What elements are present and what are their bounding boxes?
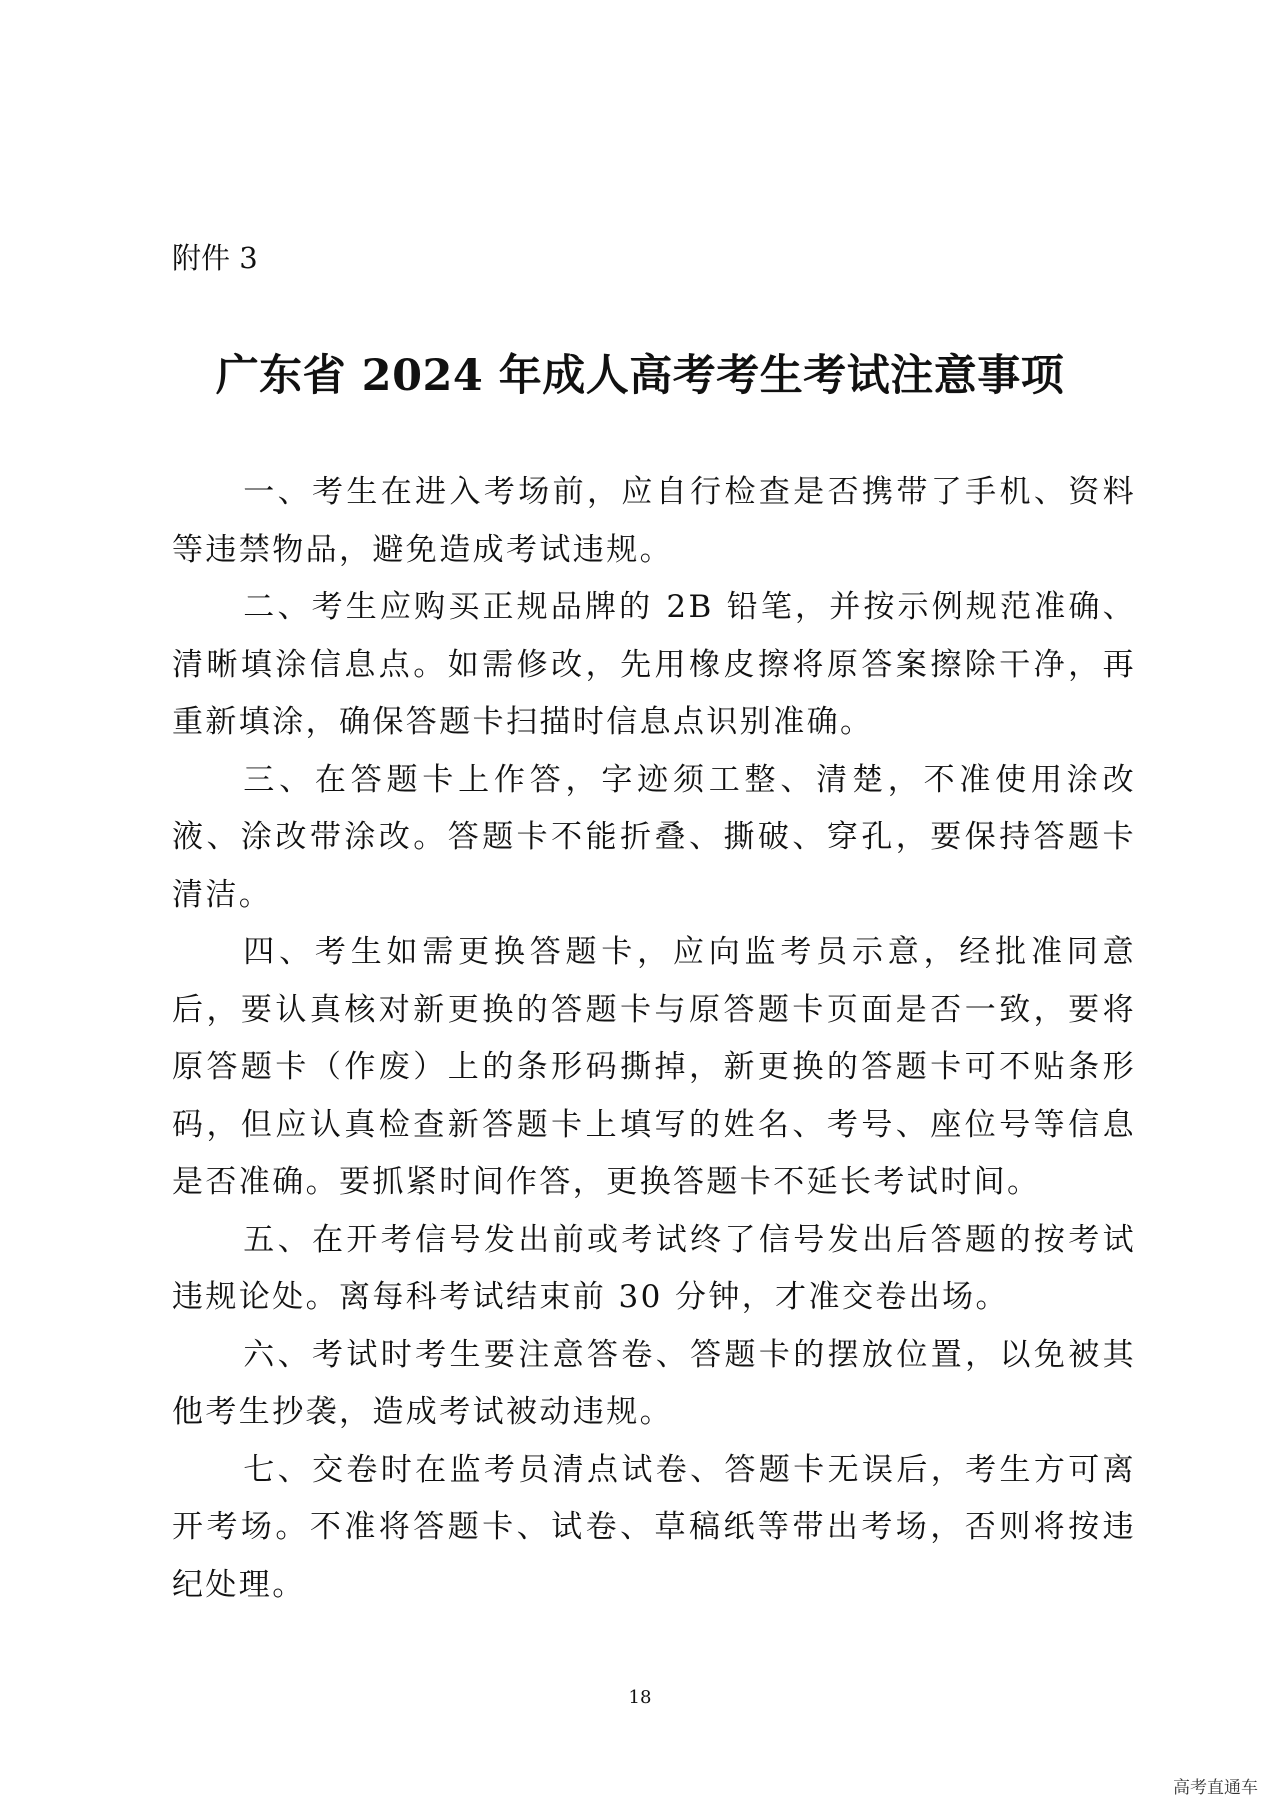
document-title: 广东省 2024 年成人高考考生考试注意事项 bbox=[215, 351, 1065, 401]
notice-item-5: 五、在开考信号发出前或考试终了信号发出后答题的按考试违规论处。离每科考试结束前 30 分钟，才准交卷出场。 bbox=[172, 1221, 1136, 1315]
source-watermark: 高考直通车 bbox=[1173, 1778, 1258, 1798]
notice-body bbox=[172, 464, 1136, 1614]
notice-item-2: 二、考生应购买正规品牌的 2B 铅笔，并按示例规范准确、清晰填涂信息点。如需修改，先用橡皮擦将原答案擦除干净，再重新填涂，确保答题卡扫描时信息点识别准确。 bbox=[172, 589, 1136, 740]
attachment-label: 附件 3 bbox=[172, 241, 258, 275]
notice-item-4: 四、考生如需更换答题卡，应向监考员示意，经批准同意后，要认真核对新更换的答题卡与原答题卡页面是否一致，要将原答题卡（作废）上的条形码撕掉，新更换的答题卡可不贴条形码，但应认真检查新答题卡上填写的姓名、考号、座位号等信息是否准确。要抓紧时间作答，更换答题卡不延长考试时间。 bbox=[172, 934, 1136, 1200]
notice-item-7: 七、交卷时在监考员清点试卷、答题卡无误后，考生方可离开考场。不准将答题卡、试卷、草稿纸等带出考场，否则将按违纪处理。 bbox=[172, 1451, 1136, 1603]
notice-item-1: 一、考生在进入考场前，应自行检查是否携带了手机、资料等违禁物品，避免造成考试违规。 bbox=[172, 474, 1136, 568]
notice-item-6: 六、考试时考生要注意答卷、答题卡的摆放位置，以免被其他考生抄袭，造成考试被动违规。 bbox=[172, 1336, 1136, 1430]
page-number: 18 bbox=[628, 1687, 652, 1708]
notice-item-3: 三、在答题卡上作答，字迹须工整、清楚，不准使用涂改液、涂改带涂改。答题卡不能折叠、撕破、穿孔，要保持答题卡清洁。 bbox=[172, 761, 1136, 913]
